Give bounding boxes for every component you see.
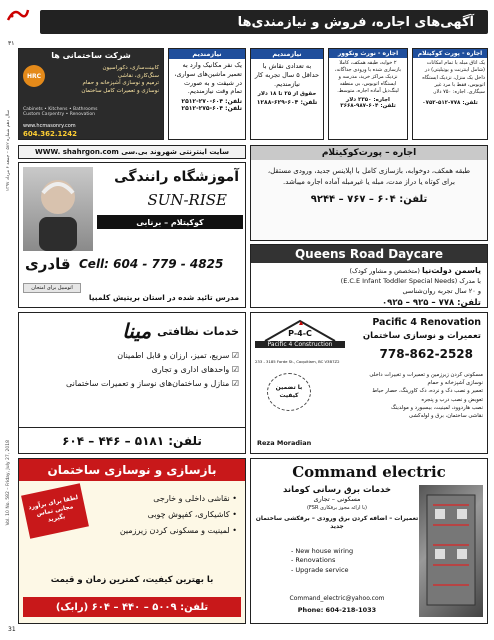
exam-car-note: اتومبیل برای امتحان <box>31 285 73 291</box>
cleaning-item: سریع، تمیز، ارزان و قابل اطمینان <box>117 351 230 360</box>
website-banner <box>18 145 246 159</box>
ad-header: نیازمندیم <box>251 49 323 59</box>
free-estimate-badge <box>21 483 89 539</box>
electric-phone: Phone: 604-218-1033 <box>297 606 377 614</box>
electric-item: - Renovations <box>291 556 336 565</box>
page-title: آگهی‌های اجاره، فروش و نیازمندی‌ها <box>237 14 474 30</box>
ad-header: نیازمندیم <box>169 49 245 59</box>
driving-cell: Cell: 604 - 779 - 4825 <box>79 257 224 271</box>
company-en-line: Custom Carpentry • Renovation <box>23 112 96 117</box>
cleaning-item: منازل و ساختمان‌های نوساز و تعمیرات ساختمانی <box>66 379 230 388</box>
ad-header: اجاره - پورت کوکیتلام <box>413 49 487 58</box>
electric-sub3: (با ارائه مجوز برقکاری FSR) <box>307 505 367 511</box>
bullet-icon: • <box>229 526 237 535</box>
daycare-degree: با مدرک (E.C.E Infant Toddler Special Needs) <box>340 277 481 285</box>
p4c-service: مسکونی کردن زیرزمین و تعمیرات و تغییرات داخلی <box>369 372 483 378</box>
p4c-person: Reza Moradian <box>257 439 312 447</box>
guarantee-text: با تضمین کیفیت <box>275 384 303 399</box>
ad-phone: تلفن: ۶۰۴-۹۸۷-۳۶۶۸ <box>340 103 396 109</box>
side-date-fa: سال دهم شماره ۵۸۲ – جمعه ۶ مرداد ۱۳۹۷ <box>6 110 11 192</box>
cleaning-title: خدمات نظافتی <box>157 324 239 338</box>
daycare-role: (متخصص و مشاور کودک) <box>349 267 420 275</box>
page-number-top: ۳۱ <box>8 40 15 47</box>
company-line: سنگ‌کاری، نقاشی <box>117 72 159 79</box>
electric-subtitle: خدمات برق رسانی کوماند <box>282 485 392 495</box>
company-phone: 604.362.1242 <box>23 130 78 138</box>
daycare-ad <box>250 244 488 308</box>
company-title: شرکت ساختمانی ها <box>51 51 131 60</box>
rent-phone: تلفن: ۶۰۴ – ۷۶۷ – ۹۲۴۴ <box>310 194 428 206</box>
ad-body: ۲ خوابه، طبقه همکف، کاملا بازسازی شده با ورودی جداگانه، نزدیک مراکز خرید، مدرسه و ایستگاه اتوبوس، بی منطقه لینگ‌دیل آماده اجاره، متوسط. <box>334 60 402 94</box>
ad-phone: تلفن: ۶۰۴-۶۲۹-۱۲۸۸ <box>256 99 318 107</box>
page-title-bar <box>40 10 488 34</box>
driving-brand: SUN-RISE <box>147 191 227 209</box>
electric-item: - Upgrade service <box>291 565 349 574</box>
p4c-address: 233 - 3185 Forde St., Coquitlam, BC V3B7Z2 <box>255 359 340 364</box>
driving-location: کوکیتلام – برنابی <box>136 217 204 227</box>
guarantee-badge <box>267 373 311 411</box>
ad-header: اجاره - نورث ونکوور <box>329 49 407 58</box>
electric-sub2: مسکونی – تجاری <box>313 495 361 503</box>
renovation-title-bar <box>19 459 245 481</box>
p4c-logo <box>255 317 345 357</box>
p4c-service: نقاشی ساختمان، برق و لوله‌کشی <box>408 413 483 420</box>
daycare-title-bar <box>251 245 487 263</box>
p4c-title-en: Pacific 4 Renovation <box>372 317 481 328</box>
cleaning-brand: مینا <box>122 319 152 343</box>
command-electric-ad <box>250 458 488 624</box>
cleaning-phone-bar <box>19 427 245 453</box>
electric-email[interactable]: Command_electric@yahoo.com <box>289 595 385 602</box>
ad-mechanic <box>168 48 246 140</box>
renovation-item: کاشیکاری، کفپوش چوبی <box>147 510 230 519</box>
page-number-bottom: 31 <box>8 626 16 633</box>
exam-car-tag <box>23 283 81 293</box>
ad-phone: تلفن: ۶۰۴-۲۷۰-۲۵۱۲ <box>181 98 242 106</box>
bullet-icon: • <box>229 510 237 519</box>
company-line: ترمیم و نوسازی آشپزخانه و حمام <box>82 80 159 87</box>
instructor-photo <box>23 167 93 251</box>
company-line: نوسازی و تعمیرات کامل ساختمان <box>81 88 159 95</box>
pacific4-ad <box>250 312 488 454</box>
free-estimate-text: لطفا برای برآورد مجانی تماس بگیرید <box>27 493 79 524</box>
bullet-icon: • <box>229 494 237 503</box>
renovation-item: لمینیت و مسکونی کردن زیرزمین <box>119 526 230 535</box>
ad-port-coq-room <box>412 48 488 140</box>
daycare-phone: تلفن: ۷۷۸ – ۹۲۵ – ۰۹۲۵ <box>381 297 481 308</box>
p4c-service: تعویض و نصب درب و پنجره <box>421 396 483 403</box>
renovation-slogan: با بهترین کیفیت، کمترین زمان و قیمت <box>50 575 214 585</box>
check-icon: ☑ <box>229 365 239 374</box>
ad-rent: اجاره: ۲۳۵۰ دلار <box>346 97 390 103</box>
driving-location-bar <box>97 215 243 229</box>
side-date-en: Vol. 10 No. 582 – Friday, July 27, 2018 <box>6 440 11 526</box>
check-icon: ☑ <box>229 379 239 388</box>
p4c-service: تعمیر و نصب دک و نرده، دک کاورینگ، حصار حیاط <box>372 388 483 395</box>
p4c-service: نصب هاردوود، لمینیت، بیسبورد و مولدینگ <box>391 404 483 411</box>
company-ad <box>18 48 164 140</box>
ad-hours: حقوق از ۲۵ تا ۱۸ دلار <box>257 91 317 98</box>
rent-header: اجاره – پورت‌کوکیتلام <box>321 148 417 158</box>
p4c-phone: 778-862-2528 <box>379 347 473 361</box>
renovation-phone-bar <box>23 597 241 617</box>
daycare-title: Queens Road Daycare <box>294 247 443 261</box>
p4c-title-fa: تعمیرات و نوسازی ساختمان <box>362 331 481 341</box>
daycare-exp: و ۲۰ سال تجربه روان‌شناسی <box>402 286 481 295</box>
daycare-name: یاسمن دولت‌نیا <box>421 266 481 275</box>
instructor-name: قادری <box>25 255 71 273</box>
company-website[interactable]: www.hcmasonry.com <box>23 123 76 129</box>
ad-phone: تلفن: ۶۰۴-۲۷۵-۲۵۱۲ <box>181 105 242 113</box>
website-banner-text: سایت اینترنتی شهروند بی.سی WWW. shahrgon.com <box>35 148 229 156</box>
ad-phone: تلفن: ۷۷۸-۵۱۲-۰۷۵۲ <box>422 100 478 107</box>
electric-item: - New house wiring <box>291 547 354 555</box>
renovation-ad <box>18 458 246 624</box>
cleaning-phone: تلفن: ۵۱۸۱ – ۴۴۶ – ۶۰۴ <box>62 433 202 448</box>
driving-title: آموزشگاه رانندگی <box>114 169 239 185</box>
electric-fa-line: تعمیرات – اضافه کردن برق ورودی – برقکشی ساختمان جدید <box>255 515 419 531</box>
electric-title: Command electric <box>292 463 446 481</box>
p4c-service: نوسازی آشپزخانه و حمام <box>427 380 483 387</box>
hrc-badge: HRC <box>23 65 45 87</box>
company-en-line: Cabinets • Kitchens • Bathrooms <box>23 107 98 112</box>
p4c-logo-text: P-4-C <box>288 329 312 338</box>
ad-body: یک اتاق مبله با تمام امکانات (شامل اینترنت و یوتیلیتی) در داخل یک منزل، نزدیک ایستگاه اتوبوس، فقط با مرد غیر سیگاری. اجاره: ۷۵۰ دلار. <box>422 60 485 95</box>
cleaning-item: واحدهای اداری و تجاری <box>151 365 230 374</box>
cleaning-ad <box>18 312 246 454</box>
ad-body: به تعدادی نقاش با حداقل ۵ سال تجربه کار نیازمندیم. <box>254 62 320 88</box>
p4c-logo-sub: Pacific 4 Construction <box>255 341 345 348</box>
port-coq-rent-ad <box>250 145 488 241</box>
renovation-phone: تلفن: ۵۰۰۹ – ۴۴۰ – ۶۰۴ (رابک) <box>55 601 209 613</box>
ad-body: یک نفر مکانیک وارد به تعمیر ماشین‌های سواری، در شیفت و به صورت تمام وقت نیازمندیم. <box>174 61 242 96</box>
check-icon: ☑ <box>229 351 239 360</box>
company-line: کابینت‌سازی، دکوراسیون <box>102 65 159 71</box>
driving-certified: مدرس تائید شده در استان بریتیش کلمبیا <box>88 293 239 302</box>
ad-north-van <box>328 48 408 140</box>
rent-header-bar <box>251 146 487 160</box>
corner-logo <box>6 6 30 24</box>
electric-photo <box>419 485 483 617</box>
renovation-item: نقاشی داخلی و خارجی <box>153 494 230 503</box>
renovation-title: بازسازی و نوسازی ساختمان <box>47 463 217 477</box>
ad-painter <box>250 48 324 140</box>
driving-school-ad <box>18 162 246 308</box>
rent-body: طبقه همکف، دوخوابه، بازسازی کامل با اپلاینس جدید، ورودی مستقل، برای کوتاه یا دراز مدت، مبله یا غیرمبله آماده اجاره میباشد. <box>267 167 471 187</box>
